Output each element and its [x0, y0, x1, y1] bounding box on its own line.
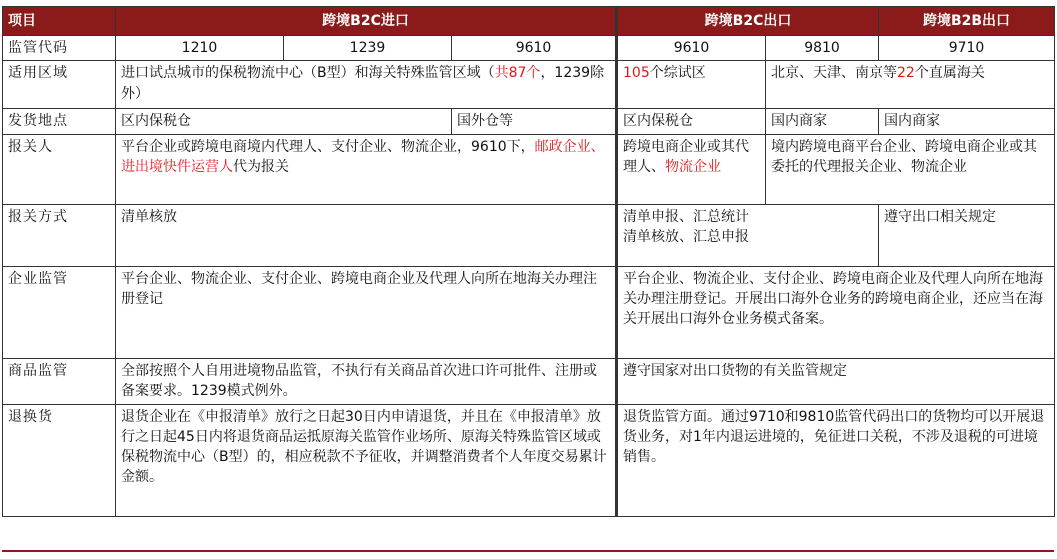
declarant-import-text-a: 平台企业或跨境电商境内代理人、支付企业、物流企业，9610下， — [121, 138, 535, 155]
location-export-merchant-1: 国内商家 — [766, 109, 879, 134]
area-b2b-cell — [766, 61, 1055, 109]
code-9610-import: 9610 — [452, 36, 617, 61]
code-1210: 1210 — [116, 36, 284, 61]
row-label: 商品监管 — [3, 358, 116, 404]
row-label: 退换货 — [3, 404, 116, 516]
row-label: 企业监管 — [3, 266, 116, 358]
code-9710: 9710 — [879, 36, 1055, 61]
location-export-merchant-2: 国内商家 — [879, 109, 1055, 134]
header-b2c-import: 跨境B2C进口 — [116, 7, 617, 36]
declarant-b2c-cell — [617, 134, 766, 204]
goods-export-cell: 遵守国家对出口货物的有关监管规定 — [617, 358, 1055, 404]
declarant-b2c-highlight: 物流企业 — [665, 158, 722, 175]
declarant-other-cell: 境内跨境电商平台企业、跨境电商企业或其委托的代理报关企业、物流企业 — [766, 134, 1055, 204]
row-label: 发货地点 — [3, 109, 116, 134]
mode-import-cell: 清单核放 — [116, 204, 617, 266]
code-1239: 1239 — [284, 36, 452, 61]
returns-export-cell: 退货监管方面。通过9710和9810监管代码出口的货物均可以开展退货业务，对1年内退运进境的，免征进口关税，不涉及退税的可进境销售。 — [617, 404, 1055, 516]
area-import-cell — [116, 61, 617, 109]
mode-b2b-cell: 遵守出口相关规定 — [879, 204, 1055, 266]
code-9810: 9810 — [766, 36, 879, 61]
area-import-text-a: 进口试点城市的保税物流中心（B型）和海关特殊监管区域（ — [121, 65, 495, 82]
code-9610-export: 9610 — [617, 36, 766, 61]
row-label: 报关人 — [3, 134, 116, 204]
location-import-overseas: 国外仓等 — [452, 109, 617, 134]
mode-b2c-line-2: 清单核放、汇总申报 — [623, 228, 750, 245]
mode-b2c-line-1: 清单申报、汇总统计 — [623, 208, 750, 225]
header-row — [3, 7, 1055, 36]
row-goods-supervision — [3, 358, 1055, 404]
declarant-b2c-text: 跨境电商企业或其代理人、 — [623, 138, 750, 175]
area-import-text-b: ，1239除外） — [121, 65, 605, 102]
mode-b2c-cell — [617, 204, 879, 266]
header-b2b-export: 跨境B2B出口 — [879, 7, 1055, 36]
location-import-bonded: 区内保税仓 — [116, 109, 452, 134]
row-supervision-code — [3, 36, 1055, 61]
area-b2c-count: 105 — [623, 65, 650, 82]
enterprise-export-cell: 平台企业、物流企业、支付企业、跨境电商企业及代理人向所在地海关办理注册登记。开展出口海外仓业务的跨境电商企业，还应当在海关开展出口海外仓业务模式备案。 — [617, 266, 1055, 358]
row-applicable-area — [3, 61, 1055, 109]
goods-import-cell: 全部按照个人自用进境物品监管，不执行有关商品首次进口许可批件、注册或备案要求。1239模式例外。 — [116, 358, 617, 404]
area-b2b-text-a: 北京、天津、南京等 — [771, 65, 898, 82]
area-b2b-count: 22 — [897, 65, 915, 82]
declarant-import-text-b: 代为报关 — [233, 158, 289, 175]
row-label: 适用区域 — [3, 61, 116, 109]
row-declarant — [3, 134, 1055, 204]
row-shipping-location — [3, 109, 1055, 134]
area-import-count: 共87个 — [494, 65, 541, 82]
row-enterprise-supervision — [3, 266, 1055, 358]
area-b2b-text-b: 个直属海关 — [914, 65, 985, 82]
row-declaration-mode — [3, 204, 1055, 266]
row-label: 报关方式 — [3, 204, 116, 266]
bottom-rule — [2, 550, 1054, 552]
declarant-import-cell — [116, 134, 617, 204]
enterprise-import-cell: 平台企业、物流企业、支付企业、跨境电商企业及代理人向所在地海关办理注册登记 — [116, 266, 617, 358]
row-label: 监管代码 — [3, 36, 116, 61]
header-item: 项目 — [3, 7, 116, 36]
location-export-bonded: 区内保税仓 — [617, 109, 766, 134]
row-returns — [3, 404, 1055, 516]
cross-border-comparison-table — [2, 6, 1055, 517]
declarant-import-highlight: 邮政企业、进出境快件运营人 — [121, 138, 605, 175]
area-b2c-text: 个综试区 — [649, 65, 706, 82]
returns-import-cell: 退货企业在《申报清单》放行之日起30日内申请退货，并且在《申报清单》放行之日起45日内将退货商品运抵原海关监管作业场所、原海关特殊监管区域或保税物流中心（B型）的，相应税款不予征收，并调整消费者个人年度交易累计金额。 — [116, 404, 617, 516]
header-b2c-export: 跨境B2C出口 — [617, 7, 879, 36]
area-b2c-export-cell — [617, 61, 766, 109]
